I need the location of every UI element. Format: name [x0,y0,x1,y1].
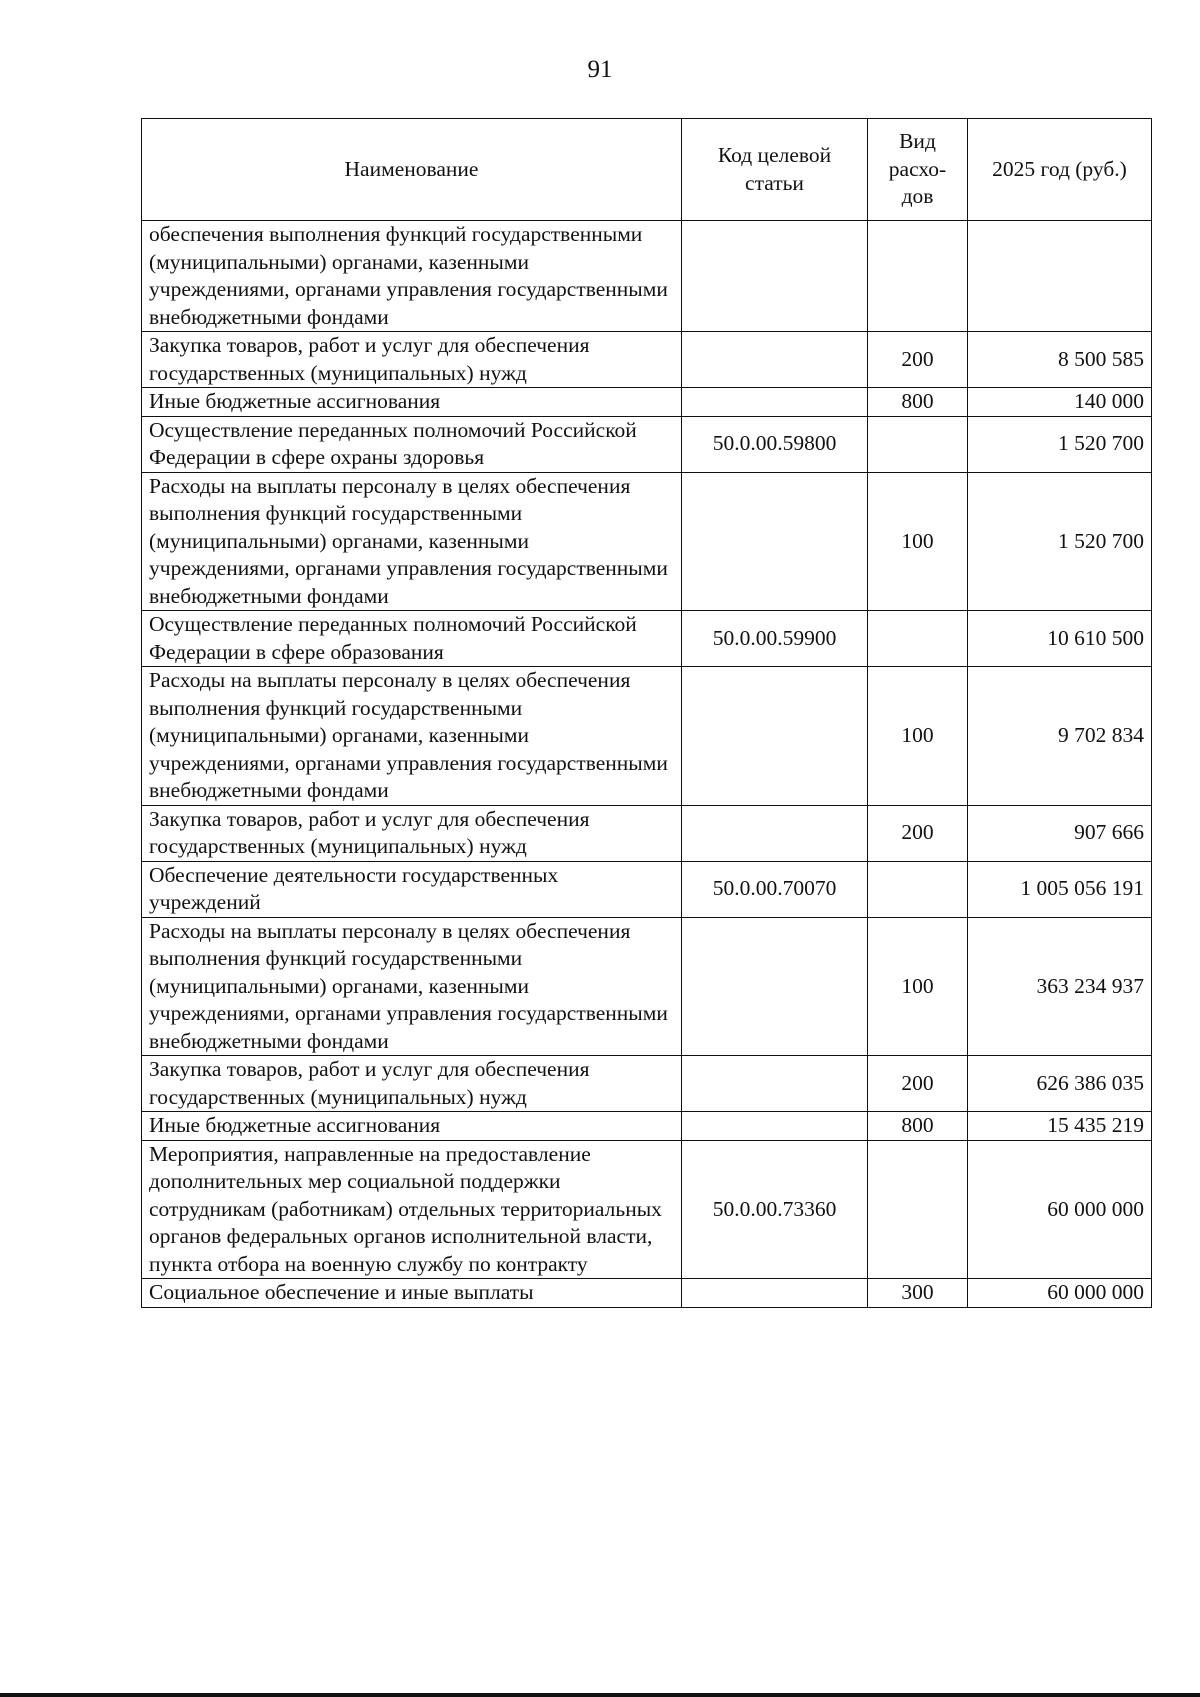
table-row [142,1279,1152,1308]
row-amount: 10 610 500 [968,611,1152,667]
row-type [868,221,968,332]
row-name: Закупка товаров, работ и услуг для обеспечения государственных (муниципальных) нужд [142,332,682,388]
row-type: 200 [868,1056,968,1112]
row-amount: 1 520 700 [968,472,1152,611]
row-code [682,667,868,806]
row-code [682,472,868,611]
row-name: Мероприятия, направленные на предоставление дополнительных мер социальной поддержки сотрудникам (работникам) отдельных территориальных органов федеральных органов исполнительной власти, пункта отбора на военную службу по контракту [142,1140,682,1279]
table-header [142,119,1152,221]
row-type: 200 [868,805,968,861]
row-type: 100 [868,917,968,1056]
row-code [682,388,868,417]
row-amount: 60 000 000 [968,1140,1152,1279]
row-amount [968,221,1152,332]
row-amount: 1 005 056 191 [968,861,1152,917]
row-name: Расходы на выплаты персоналу в целях обеспечения выполнения функций государственными (муниципальными) органами, казенными учреждениями, органами управления государственными внебюджетными фондами [142,472,682,611]
row-name: Закупка товаров, работ и услуг для обеспечения государственных (муниципальных) нужд [142,805,682,861]
row-amount: 9 702 834 [968,667,1152,806]
row-code [682,1056,868,1112]
row-amount: 15 435 219 [968,1112,1152,1141]
row-name: Расходы на выплаты персоналу в целях обеспечения выполнения функций государственными (муниципальными) органами, казенными учреждениями, органами управления государственными внебюджетными фондами [142,667,682,806]
row-name: Обеспечение деятельности государственных учреждений [142,861,682,917]
row-code: 50.0.00.59900 [682,611,868,667]
row-code: 50.0.00.59800 [682,416,868,472]
header-type: Вид расхо- дов [868,119,968,221]
row-amount: 907 666 [968,805,1152,861]
row-code: 50.0.00.73360 [682,1140,868,1279]
row-code [682,332,868,388]
table-row [142,861,1152,917]
row-name: Закупка товаров, работ и услуг для обеспечения государственных (муниципальных) нужд [142,1056,682,1112]
row-type [868,1140,968,1279]
row-name: Осуществление переданных полномочий Российской Федерации в сфере образования [142,611,682,667]
row-amount: 1 520 700 [968,416,1152,472]
header-code: Код целевой статьи [682,119,868,221]
row-name: Расходы на выплаты персоналу в целях обеспечения выполнения функций государственными (муниципальными) органами, казенными учреждениями, органами управления государственными внебюджетными фондами [142,917,682,1056]
row-type: 800 [868,1112,968,1141]
row-code [682,917,868,1056]
row-type [868,861,968,917]
row-type: 800 [868,388,968,417]
row-amount: 8 500 585 [968,332,1152,388]
row-name: Иные бюджетные ассигнования [142,1112,682,1141]
row-name: обеспечения выполнения функций государственными (муниципальными) органами, казенными учреждениями, органами управления государственными внебюджетными фондами [142,221,682,332]
row-code [682,805,868,861]
row-type [868,611,968,667]
table-row [142,611,1152,667]
table-row [142,388,1152,417]
row-amount: 60 000 000 [968,1279,1152,1308]
row-code [682,1279,868,1308]
row-name: Иные бюджетные ассигнования [142,388,682,417]
table-row [142,1140,1152,1279]
table-row [142,332,1152,388]
table-row [142,1112,1152,1141]
header-amount: 2025 год (руб.) [968,119,1152,221]
row-amount: 626 386 035 [968,1056,1152,1112]
row-code [682,221,868,332]
row-type [868,416,968,472]
row-name: Осуществление переданных полномочий Российской Федерации в сфере охраны здоровья [142,416,682,472]
table-row [142,667,1152,806]
table-row [142,805,1152,861]
row-amount: 140 000 [968,388,1152,417]
row-amount: 363 234 937 [968,917,1152,1056]
row-code [682,1112,868,1141]
row-name: Социальное обеспечение и иные выплаты [142,1279,682,1308]
bottom-rule [0,1693,1200,1697]
header-name: Наименование [142,119,682,221]
row-type: 300 [868,1279,968,1308]
row-type: 200 [868,332,968,388]
row-code: 50.0.00.70070 [682,861,868,917]
table-row [142,221,1152,332]
table-row [142,472,1152,611]
table-row [142,917,1152,1056]
table-row [142,416,1152,472]
header-row [142,119,1152,221]
table-body [142,221,1152,1308]
page-number: 91 [587,56,613,83]
budget-table [141,118,1152,1308]
row-type: 100 [868,667,968,806]
row-type: 100 [868,472,968,611]
table-row [142,1056,1152,1112]
